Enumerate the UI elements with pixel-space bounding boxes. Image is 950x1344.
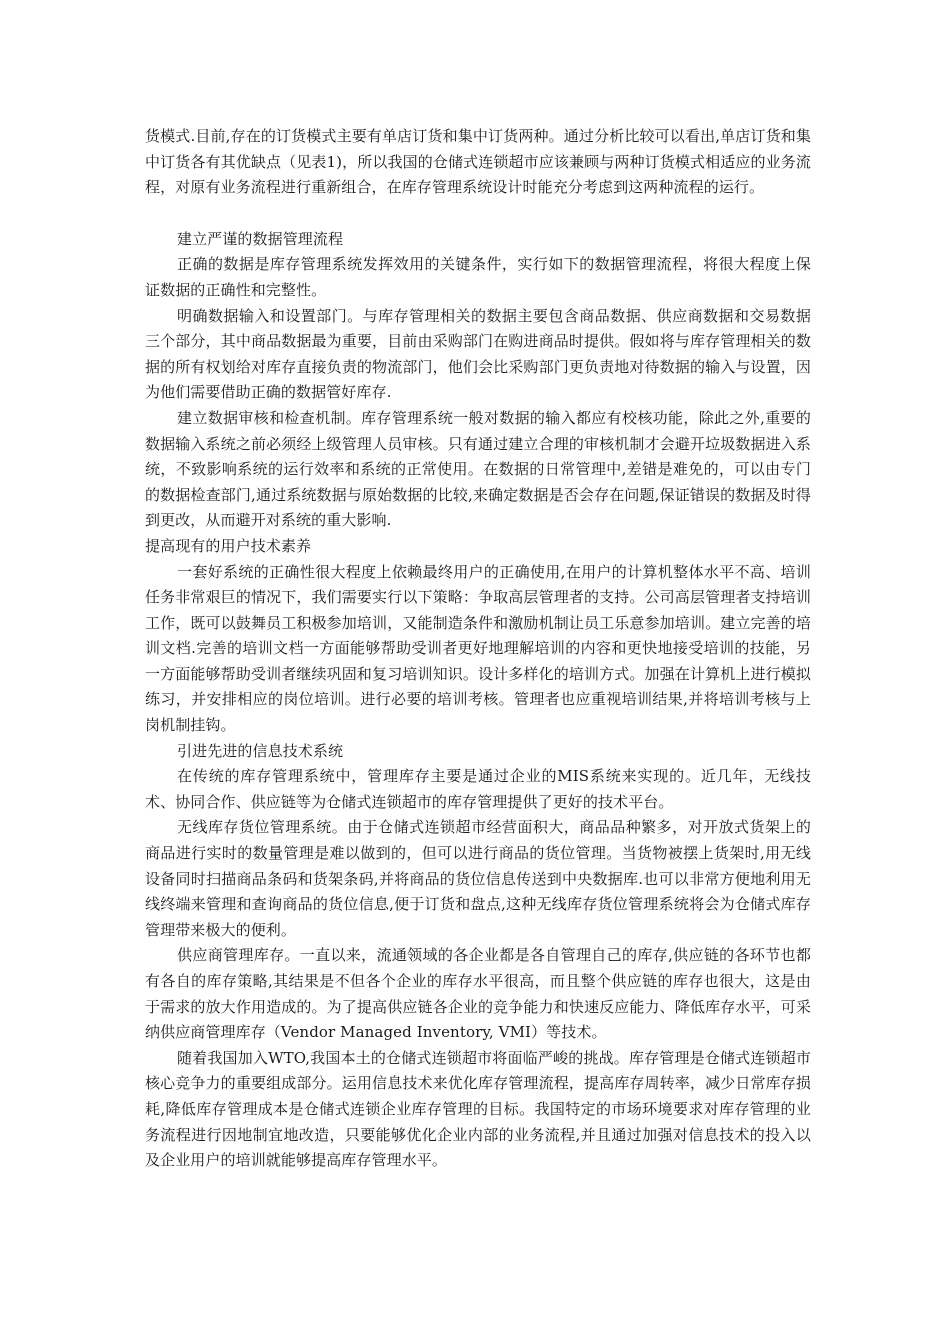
- paragraph-data-input-department: 明确数据输入和设置部门。与库存管理相关的数据主要包含商品数据、供应商数据和交易数据三个部分，其中商品数据最为重要，目前由采购部门在购进商品时提供。假如将与库存管理相关的数据的所有权划给对库存直接负责的物流部门，他们会比采购部门更负责地对待数据的输入与设置，因为他们需要借助正确的数据管好库存.: [145, 306, 811, 402]
- section-heading-user-skills: 提高现有的用户技术素养: [145, 536, 312, 555]
- section-heading-it-systems: 引进先进的信息技术系统: [177, 741, 344, 760]
- paragraph-conclusion: 随着我国加入WTO,我国本土的仓储式连锁超市将面临严峻的挑战。库存管理是仓储式连锁超市核心竞争力的重要组成部分。运用信息技术来优化库存管理流程，提高库存周转率，减少日常库存损耗,降低库存管理成本是仓储式连锁企业库存管理的目标。我国特定的市场环境要求对库存管理的业务流程进行因地制宜地改造，只要能够优化企业内部的业务流程,并且通过加强对信息技术的投入以及企业用户的培训就能够提高库存管理水平。: [145, 1048, 811, 1170]
- paragraph-data-correctness: 正确的数据是库存管理系统发挥效用的关键条件，实行如下的数据管理流程，将很大程度上保证数据的正确性和完整性。: [145, 255, 811, 299]
- document-body: [145, 124, 811, 1174]
- paragraph-order-modes: 货模式.目前,存在的订货模式主要有单店订货和集中订货两种。通过分析比较可以看出,单店订货和集中订货各有其优缺点（见表1)，所以我国的仓储式连锁超市应该兼顾与两种订货模式相适应的业务流程，对原有业务流程进行重新组合，在库存管理系统设计时能充分考虑到这两种流程的运行。: [145, 127, 811, 197]
- paragraph-traditional-mis: 在传统的库存管理系统中，管理库存主要是通过企业的MIS系统来实现的。近几年，无线技术、协同合作、供应链等为仓储式连锁超市的库存管理提供了更好的技术平台。: [145, 767, 811, 811]
- paragraph-data-audit: 建立数据审核和检查机制。库存管理系统一般对数据的输入都应有校核功能，除此之外,重要的数据输入系统之前必须经上级管理人员审核。只有通过建立合理的审核机制才会避开垃圾数据进入系统，不致影响系统的运行效率和系统的正常使用。在数据的日常管理中,差错是难免的，可以由专门的数据检查部门,通过系统数据与原始数据的比较,来确定数据是否会存在问题,保证错误的数据及时得到更改，从而避开对系统的重大影响.: [145, 408, 811, 530]
- paragraph-wireless-location: 无线库存货位管理系统。由于仓储式连锁超市经营面积大，商品品种繁多，对开放式货架上的商品进行实时的数量管理是难以做到的，但可以进行商品的货位管理。当货物被摆上货架时,用无线设备同时扫描商品条码和货架条码,并将商品的货位信息传送到中央数据库.也可以非常方便地利用无线终端来管理和查询商品的货位信息,便于订货和盘点,这种无线库存货位管理系统将会为仓储式库存管理带来极大的便利。: [145, 818, 811, 939]
- section-heading-data-management: 建立严谨的数据管理流程: [177, 229, 344, 248]
- paragraph-vmi: 供应商管理库存。一直以来，流通领域的各企业都是各自管理自己的库存,供应链的各环节也都有各自的库存策略,其结果是不但各个企业的库存水平很高，而且整个供应链的库存也很大，这是由于需求的放大作用造成的。为了提高供应链各企业的竞争能力和快速反应能力、降低库存水平，可采纳供应商管理库存（Vendor Managed Inventory, VMI）等技术。: [145, 946, 811, 1042]
- paragraph-training-strategy: 一套好系统的正确性很大程度上依赖最终用户的正确使用,在用户的计算机整体水平不高、培训任务非常艰巨的情况下，我们需要实行以下策略：争取高层管理者的支持。公司高层管理者支持培训工作，既可以鼓舞员工积极参加培训，又能制造条件和激励机制让员工乐意参加培训。建立完善的培训文档.完善的培训文档一方面能够帮助受训者更好地理解培训的内容和更快地接受培训的技能，另一方面能够帮助受训者继续巩固和复习培训知识。设计多样化的培训方式。加强在计算机上进行模拟练习，并安排相应的岗位培训。进行必要的培训考核。管理者也应重视培训结果,并将培训考核与上岗机制挂钩。: [145, 562, 811, 735]
